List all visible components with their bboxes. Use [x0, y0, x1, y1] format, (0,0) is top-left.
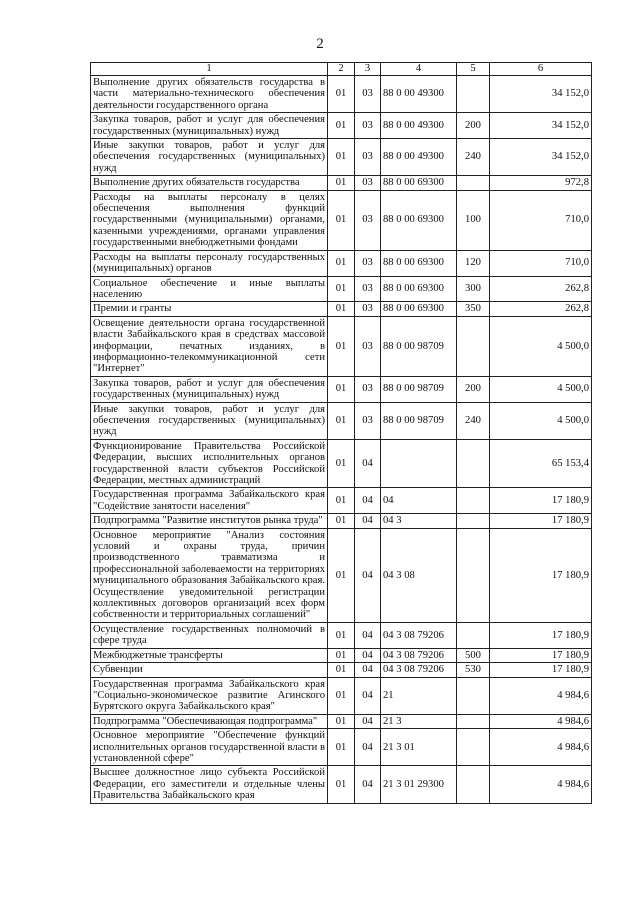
section-code: 01 [328, 677, 355, 714]
amount: 4 984,6 [490, 677, 592, 714]
section-code: 01 [328, 139, 355, 176]
amount: 4 500,0 [490, 402, 592, 439]
section-code: 01 [328, 514, 355, 528]
target-article: 88 0 00 69300 [381, 190, 457, 250]
subsection-code: 04 [355, 766, 381, 803]
section-code: 01 [328, 488, 355, 514]
expense-type [457, 76, 490, 113]
subsection-code: 03 [355, 139, 381, 176]
subsection-code: 03 [355, 250, 381, 276]
target-article [381, 439, 457, 488]
amount: 34 152,0 [490, 139, 592, 176]
table-row [91, 677, 592, 714]
subsection-code: 04 [355, 514, 381, 528]
subsection-code: 03 [355, 176, 381, 190]
section-code: 01 [328, 190, 355, 250]
row-name: Закупка товаров, работ и услуг для обеспечения государственных (муниципальных) нужд [91, 376, 328, 402]
section-code: 01 [328, 176, 355, 190]
target-article: 88 0 00 49300 [381, 76, 457, 113]
amount: 17 180,9 [490, 663, 592, 677]
amount: 4 984,6 [490, 714, 592, 728]
amount: 710,0 [490, 250, 592, 276]
row-name: Функционирование Правительства Российской Федерации, высших исполнительных органов государственной власти субъектов Российской Федерации, местных администраций [91, 439, 328, 488]
section-code: 01 [328, 648, 355, 662]
section-code: 01 [328, 528, 355, 622]
section-code: 01 [328, 622, 355, 648]
expense-type [457, 488, 490, 514]
row-name: Выполнение других обязательств государства в части материально-технического обеспечения деятельности государственного органа [91, 76, 328, 113]
column-header: 1 [91, 63, 328, 76]
row-name: Подпрограмма "Обеспечивающая подпрограмма" [91, 714, 328, 728]
row-name: Государственная программа Забайкальского края "Содействие занятости населения" [91, 488, 328, 514]
target-article: 04 3 08 [381, 528, 457, 622]
row-name: Иные закупки товаров, работ и услуг для обеспечения государственных (муниципальных) нужд [91, 139, 328, 176]
table-row [91, 648, 592, 662]
expense-type: 120 [457, 250, 490, 276]
expense-type [457, 439, 490, 488]
amount: 17 180,9 [490, 488, 592, 514]
target-article: 88 0 00 69300 [381, 276, 457, 302]
subsection-code: 03 [355, 302, 381, 316]
table-row [91, 276, 592, 302]
expense-type: 350 [457, 302, 490, 316]
subsection-code: 04 [355, 488, 381, 514]
target-article: 88 0 00 49300 [381, 139, 457, 176]
row-name: Премии и гранты [91, 302, 328, 316]
page-number: 2 [316, 36, 324, 52]
section-code: 01 [328, 714, 355, 728]
row-name: Основное мероприятие "Анализ состояния условий и охраны труда, причин производственного травматизма и профессиональной заболеваемости на территориях муниципального образования Забайкальского края. Осуществление уведомительной регистрации коллективных договоров организаций всех форм собственности и территориальных соглашений" [91, 528, 328, 622]
section-code: 01 [328, 663, 355, 677]
section-code: 01 [328, 113, 355, 139]
section-code: 01 [328, 729, 355, 766]
table-row [91, 714, 592, 728]
section-code: 01 [328, 250, 355, 276]
table-row [91, 139, 592, 176]
row-name: Выполнение других обязательств государства [91, 176, 328, 190]
column-header: 2 [328, 63, 355, 76]
amount: 4 500,0 [490, 376, 592, 402]
row-name: Социальное обеспечение и иные выплаты населению [91, 276, 328, 302]
target-article: 04 3 08 79206 [381, 663, 457, 677]
subsection-code: 04 [355, 714, 381, 728]
table-row [91, 113, 592, 139]
amount: 65 153,4 [490, 439, 592, 488]
expense-type [457, 729, 490, 766]
table-row [91, 402, 592, 439]
table-row [91, 439, 592, 488]
expense-type [457, 528, 490, 622]
amount: 972,8 [490, 176, 592, 190]
section-code: 01 [328, 402, 355, 439]
row-name: Государственная программа Забайкальского края "Социально-экономическое развитие Агинского Бурятского округа Забайкальского края" [91, 677, 328, 714]
section-code: 01 [328, 316, 355, 376]
budget-table [90, 62, 592, 804]
table-row [91, 76, 592, 113]
target-article: 88 0 00 49300 [381, 113, 457, 139]
target-article: 88 0 00 69300 [381, 302, 457, 316]
amount: 17 180,9 [490, 622, 592, 648]
amount: 34 152,0 [490, 113, 592, 139]
amount: 4 984,6 [490, 729, 592, 766]
section-code: 01 [328, 439, 355, 488]
amount: 17 180,9 [490, 514, 592, 528]
table-row [91, 766, 592, 803]
expense-type: 300 [457, 276, 490, 302]
header-row [91, 63, 592, 76]
target-article: 04 3 08 79206 [381, 648, 457, 662]
target-article: 21 3 01 [381, 729, 457, 766]
row-name: Иные закупки товаров, работ и услуг для обеспечения государственных (муниципальных) нужд [91, 402, 328, 439]
row-name: Осуществление государственных полномочий в сфере труда [91, 622, 328, 648]
subsection-code: 04 [355, 622, 381, 648]
amount: 4 984,6 [490, 766, 592, 803]
expense-type: 200 [457, 376, 490, 402]
table-row [91, 514, 592, 528]
target-article: 88 0 00 69300 [381, 250, 457, 276]
expense-type: 240 [457, 139, 490, 176]
column-header: 4 [381, 63, 457, 76]
target-article: 04 [381, 488, 457, 514]
row-name: Подпрограмма "Развитие институтов рынка труда" [91, 514, 328, 528]
table-row [91, 729, 592, 766]
subsection-code: 04 [355, 528, 381, 622]
row-name: Субвенции [91, 663, 328, 677]
subsection-code: 04 [355, 648, 381, 662]
section-code: 01 [328, 276, 355, 302]
target-article: 88 0 00 69300 [381, 176, 457, 190]
row-name: Расходы на выплаты персоналу государственных (муниципальных) органов [91, 250, 328, 276]
target-article: 04 3 08 79206 [381, 622, 457, 648]
table-row [91, 488, 592, 514]
table-row [91, 663, 592, 677]
subsection-code: 03 [355, 316, 381, 376]
subsection-code: 04 [355, 677, 381, 714]
target-article: 88 0 00 98709 [381, 402, 457, 439]
amount: 262,8 [490, 302, 592, 316]
subsection-code: 04 [355, 439, 381, 488]
table-row [91, 622, 592, 648]
table-row [91, 376, 592, 402]
expense-type: 100 [457, 190, 490, 250]
subsection-code: 03 [355, 113, 381, 139]
expense-type [457, 714, 490, 728]
subsection-code: 03 [355, 190, 381, 250]
expense-type: 240 [457, 402, 490, 439]
amount: 34 152,0 [490, 76, 592, 113]
table-row [91, 316, 592, 376]
table-row [91, 528, 592, 622]
expense-type [457, 316, 490, 376]
table-row [91, 176, 592, 190]
section-code: 01 [328, 766, 355, 803]
section-code: 01 [328, 302, 355, 316]
expense-type [457, 622, 490, 648]
expense-type [457, 176, 490, 190]
subsection-code: 03 [355, 276, 381, 302]
amount: 17 180,9 [490, 648, 592, 662]
subsection-code: 04 [355, 729, 381, 766]
expense-type: 500 [457, 648, 490, 662]
target-article: 21 3 01 29300 [381, 766, 457, 803]
amount: 262,8 [490, 276, 592, 302]
row-name: Основное мероприятие "Обеспечение функций исполнительных органов государственной власти в установленной сфере" [91, 729, 328, 766]
target-article: 88 0 00 98709 [381, 376, 457, 402]
target-article: 21 [381, 677, 457, 714]
row-name: Межбюджетные трансферты [91, 648, 328, 662]
row-name: Высшее должностное лицо субъекта Российской Федерации, его заместители и отдельные члены Правительства Забайкальского края [91, 766, 328, 803]
table-row [91, 302, 592, 316]
subsection-code: 03 [355, 76, 381, 113]
row-name: Освещение деятельности органа государственной власти Забайкальского края в средствах массовой информации, печатных изданиях, в информационно-телекоммуникационной сети "Интернет" [91, 316, 328, 376]
table-row [91, 190, 592, 250]
expense-type [457, 677, 490, 714]
column-header: 5 [457, 63, 490, 76]
column-header: 6 [490, 63, 592, 76]
expense-type: 200 [457, 113, 490, 139]
amount: 17 180,9 [490, 528, 592, 622]
subsection-code: 03 [355, 402, 381, 439]
target-article: 88 0 00 98709 [381, 316, 457, 376]
row-name: Закупка товаров, работ и услуг для обеспечения государственных (муниципальных) нужд [91, 113, 328, 139]
target-article: 04 3 [381, 514, 457, 528]
amount: 710,0 [490, 190, 592, 250]
expense-type [457, 514, 490, 528]
target-article: 21 3 [381, 714, 457, 728]
column-header: 3 [355, 63, 381, 76]
section-code: 01 [328, 76, 355, 113]
expense-type [457, 766, 490, 803]
subsection-code: 03 [355, 376, 381, 402]
section-code: 01 [328, 376, 355, 402]
subsection-code: 04 [355, 663, 381, 677]
expense-type: 530 [457, 663, 490, 677]
row-name: Расходы на выплаты персоналу в целях обеспечения выполнения функций государственными (муниципальными) органами, казенными учреждениями, органами управления государственными внебюджетными фондами [91, 190, 328, 250]
table-row [91, 250, 592, 276]
amount: 4 500,0 [490, 316, 592, 376]
